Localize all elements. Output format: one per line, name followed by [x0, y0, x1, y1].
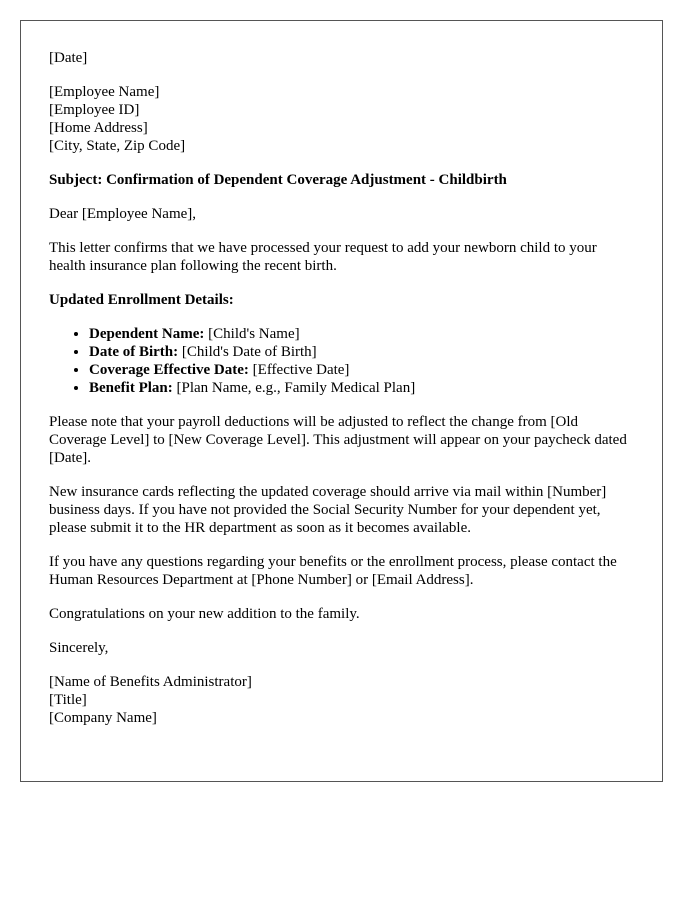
- signature-title: [Title]: [49, 692, 87, 708]
- recipient-name: [Employee Name]: [49, 84, 160, 100]
- recipient-address: [Home Address]: [49, 120, 148, 136]
- detail-label: Dependent Name:: [89, 326, 205, 342]
- list-item: [89, 379, 633, 397]
- payroll-paragraph: Please note that your payroll deductions will be adjusted to reflect the change from [Old Coverage Level] to [New Coverage Level]. This adjustment will appear on your paycheck dated [Date].: [49, 414, 627, 466]
- cards-paragraph: New insurance cards reflecting the updated coverage should arrive via mail within [Number] business days. If you have not provided the Social Security Number for your dependent yet, please submit it to the HR department as soon as it becomes available.: [49, 484, 607, 536]
- detail-label: Benefit Plan:: [89, 380, 173, 396]
- signature-name: [Name of Benefits Administrator]: [49, 674, 252, 690]
- signature-block: [49, 673, 633, 727]
- list-item: [89, 343, 633, 361]
- detail-value: [Effective Date]: [252, 362, 350, 378]
- details-list: [49, 325, 633, 397]
- list-item: [89, 325, 633, 343]
- recipient-id: [Employee ID]: [49, 102, 140, 118]
- subject: Subject: Confirmation of Dependent Coverage Adjustment - Childbirth: [49, 172, 507, 188]
- detail-label: Date of Birth:: [89, 344, 179, 360]
- detail-value: [Plan Name, e.g., Family Medical Plan]: [176, 380, 416, 396]
- congrats-paragraph: Congratulations on your new addition to the family.: [49, 606, 360, 622]
- list-item: [89, 361, 633, 379]
- recipient-city: [City, State, Zip Code]: [49, 138, 186, 154]
- date: [Date]: [49, 50, 88, 66]
- signature-company: [Company Name]: [49, 710, 157, 726]
- details-heading: Updated Enrollment Details:: [49, 292, 234, 308]
- intro-paragraph: This letter confirms that we have processed your request to add your newborn child to your health insurance plan following the recent birth.: [49, 240, 597, 274]
- detail-value: [Child's Date of Birth]: [181, 344, 317, 360]
- detail-value: [Child's Name]: [208, 326, 300, 342]
- questions-paragraph: If you have any questions regarding your benefits or the enrollment process, please contact the Human Resources Department at [Phone Number] or [Email Address].: [49, 554, 617, 588]
- recipient-block: [49, 83, 633, 155]
- detail-label: Coverage Effective Date:: [89, 362, 249, 378]
- letter: [20, 20, 663, 782]
- salutation: Dear [Employee Name],: [49, 206, 197, 222]
- closing: Sincerely,: [49, 640, 109, 656]
